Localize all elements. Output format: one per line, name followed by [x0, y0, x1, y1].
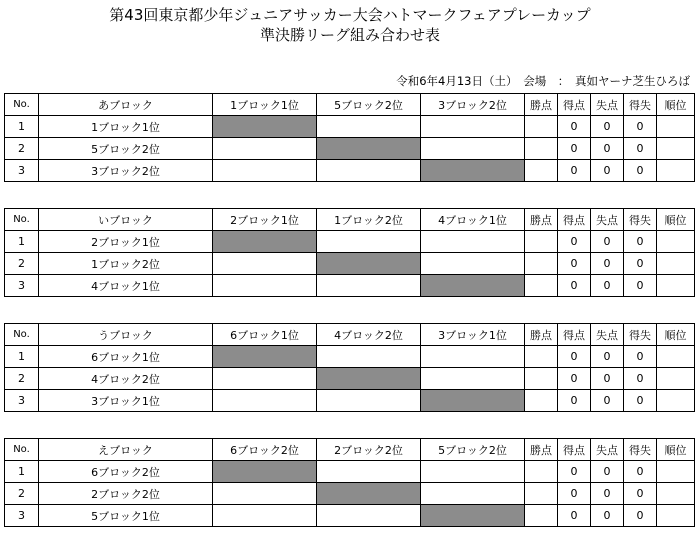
team-name: 1ブロック1位	[39, 116, 213, 138]
result-cell	[213, 275, 317, 297]
row-no: 2	[5, 253, 39, 275]
header-opponent: 5ブロック2位	[317, 94, 421, 116]
row-no: 1	[5, 116, 39, 138]
result-cell	[213, 505, 317, 527]
goals-for-cell: 0	[558, 116, 591, 138]
result-cell	[213, 160, 317, 182]
goals-against-cell: 0	[591, 160, 624, 182]
header-opponent: 4ブロック2位	[317, 324, 421, 346]
goals-for-cell: 0	[558, 160, 591, 182]
table-row	[5, 368, 695, 390]
self-match-cell	[213, 231, 317, 253]
row-no: 2	[5, 483, 39, 505]
header-goals-against: 失点	[591, 94, 624, 116]
rank-cell	[657, 390, 695, 412]
header-points: 勝点	[525, 94, 558, 116]
team-name: 2ブロック1位	[39, 231, 213, 253]
result-cell	[213, 138, 317, 160]
goal-diff-cell: 0	[624, 160, 657, 182]
goals-against-cell: 0	[591, 390, 624, 412]
header-rank: 順位	[657, 94, 695, 116]
table-header-row	[5, 209, 695, 231]
self-match-cell	[213, 461, 317, 483]
points-cell	[525, 231, 558, 253]
team-name: 4ブロック1位	[39, 275, 213, 297]
team-name: 6ブロック2位	[39, 461, 213, 483]
date-venue-info: 令和6年4月13日（土） 会場 ： 真如ヤーナ芝生ひろば	[396, 74, 690, 88]
header-opponent: 2ブロック1位	[213, 209, 317, 231]
result-cell	[317, 275, 421, 297]
row-no: 3	[5, 160, 39, 182]
group-name: えブロック	[39, 439, 213, 461]
header-opponent: 1ブロック1位	[213, 94, 317, 116]
team-name: 3ブロック2位	[39, 160, 213, 182]
result-cell	[317, 116, 421, 138]
rank-cell	[657, 346, 695, 368]
goals-against-cell: 0	[591, 505, 624, 527]
goal-diff-cell: 0	[624, 138, 657, 160]
rank-cell	[657, 483, 695, 505]
result-cell	[421, 346, 525, 368]
header-rank: 順位	[657, 324, 695, 346]
goals-for-cell: 0	[558, 231, 591, 253]
goals-against-cell: 0	[591, 346, 624, 368]
goal-diff-cell: 0	[624, 505, 657, 527]
goals-against-cell: 0	[591, 275, 624, 297]
group-table	[4, 323, 695, 412]
self-match-cell	[317, 483, 421, 505]
header-opponent: 3ブロック1位	[421, 324, 525, 346]
header-goals-for: 得点	[558, 209, 591, 231]
goals-against-cell: 0	[591, 461, 624, 483]
goals-for-cell: 0	[558, 275, 591, 297]
result-cell	[213, 483, 317, 505]
rank-cell	[657, 160, 695, 182]
result-cell	[421, 368, 525, 390]
header-no: No.	[5, 209, 39, 231]
points-cell	[525, 368, 558, 390]
self-match-cell	[421, 390, 525, 412]
goal-diff-cell: 0	[624, 461, 657, 483]
header-rank: 順位	[657, 209, 695, 231]
table-header-row	[5, 324, 695, 346]
goal-diff-cell: 0	[624, 483, 657, 505]
goal-diff-cell: 0	[624, 390, 657, 412]
group-name: あブロック	[39, 94, 213, 116]
header-goals-against: 失点	[591, 209, 624, 231]
table-row	[5, 231, 695, 253]
result-cell	[317, 231, 421, 253]
header-opponent: 6ブロック2位	[213, 439, 317, 461]
header-goal-diff: 得失	[624, 94, 657, 116]
row-no: 1	[5, 231, 39, 253]
result-cell	[317, 505, 421, 527]
group-table	[4, 208, 695, 297]
header-goals-for: 得点	[558, 324, 591, 346]
self-match-cell	[317, 368, 421, 390]
result-cell	[421, 231, 525, 253]
header-goals-against: 失点	[591, 324, 624, 346]
table-row	[5, 346, 695, 368]
team-name: 1ブロック2位	[39, 253, 213, 275]
table-row	[5, 138, 695, 160]
group-table	[4, 93, 695, 182]
self-match-cell	[421, 160, 525, 182]
goals-against-cell: 0	[591, 231, 624, 253]
self-match-cell	[317, 138, 421, 160]
rank-cell	[657, 253, 695, 275]
goals-against-cell: 0	[591, 368, 624, 390]
table-header-row	[5, 439, 695, 461]
result-cell	[421, 138, 525, 160]
team-name: 5ブロック1位	[39, 505, 213, 527]
header-goal-diff: 得失	[624, 439, 657, 461]
points-cell	[525, 275, 558, 297]
group-name: うブロック	[39, 324, 213, 346]
self-match-cell	[421, 505, 525, 527]
header-rank: 順位	[657, 439, 695, 461]
page-title: 第43回東京都少年ジュニアサッカー大会ハトマークフェアプレーカップ	[109, 6, 591, 24]
rank-cell	[657, 461, 695, 483]
goal-diff-cell: 0	[624, 231, 657, 253]
rank-cell	[657, 505, 695, 527]
row-no: 2	[5, 138, 39, 160]
team-name: 5ブロック2位	[39, 138, 213, 160]
header-goals-for: 得点	[558, 94, 591, 116]
result-cell	[317, 461, 421, 483]
header-goals-against: 失点	[591, 439, 624, 461]
self-match-cell	[421, 275, 525, 297]
goals-against-cell: 0	[591, 483, 624, 505]
result-cell	[213, 390, 317, 412]
points-cell	[525, 390, 558, 412]
result-cell	[421, 253, 525, 275]
table-row	[5, 116, 695, 138]
row-no: 1	[5, 461, 39, 483]
header-no: No.	[5, 439, 39, 461]
goals-for-cell: 0	[558, 346, 591, 368]
group-name: いブロック	[39, 209, 213, 231]
goal-diff-cell: 0	[624, 253, 657, 275]
result-cell	[213, 368, 317, 390]
header-opponent: 6ブロック1位	[213, 324, 317, 346]
result-cell	[317, 160, 421, 182]
result-cell	[421, 116, 525, 138]
rank-cell	[657, 116, 695, 138]
points-cell	[525, 160, 558, 182]
row-no: 1	[5, 346, 39, 368]
goals-for-cell: 0	[558, 390, 591, 412]
points-cell	[525, 483, 558, 505]
rank-cell	[657, 138, 695, 160]
points-cell	[525, 346, 558, 368]
goals-for-cell: 0	[558, 368, 591, 390]
team-name: 6ブロック1位	[39, 346, 213, 368]
goals-for-cell: 0	[558, 253, 591, 275]
goals-against-cell: 0	[591, 138, 624, 160]
goal-diff-cell: 0	[624, 275, 657, 297]
header-no: No.	[5, 94, 39, 116]
header-points: 勝点	[525, 209, 558, 231]
points-cell	[525, 461, 558, 483]
points-cell	[525, 138, 558, 160]
header-opponent: 5ブロック2位	[421, 439, 525, 461]
goal-diff-cell: 0	[624, 116, 657, 138]
row-no: 3	[5, 275, 39, 297]
header-opponent: 4ブロック1位	[421, 209, 525, 231]
header-opponent: 3ブロック2位	[421, 94, 525, 116]
table-row	[5, 253, 695, 275]
row-no: 3	[5, 505, 39, 527]
goals-for-cell: 0	[558, 138, 591, 160]
rank-cell	[657, 368, 695, 390]
header-goal-diff: 得失	[624, 209, 657, 231]
points-cell	[525, 505, 558, 527]
result-cell	[421, 483, 525, 505]
result-cell	[317, 346, 421, 368]
rank-cell	[657, 231, 695, 253]
table-row	[5, 390, 695, 412]
table-row	[5, 160, 695, 182]
goals-for-cell: 0	[558, 461, 591, 483]
goals-for-cell: 0	[558, 483, 591, 505]
self-match-cell	[213, 116, 317, 138]
table-row	[5, 505, 695, 527]
self-match-cell	[317, 253, 421, 275]
header-opponent: 2ブロック2位	[317, 439, 421, 461]
row-no: 2	[5, 368, 39, 390]
result-cell	[317, 390, 421, 412]
goal-diff-cell: 0	[624, 346, 657, 368]
header-no: No.	[5, 324, 39, 346]
header-points: 勝点	[525, 324, 558, 346]
points-cell	[525, 253, 558, 275]
team-name: 2ブロック2位	[39, 483, 213, 505]
goal-diff-cell: 0	[624, 368, 657, 390]
table-row	[5, 461, 695, 483]
result-cell	[213, 253, 317, 275]
goals-against-cell: 0	[591, 116, 624, 138]
header-goals-for: 得点	[558, 439, 591, 461]
header-goal-diff: 得失	[624, 324, 657, 346]
team-name: 4ブロック2位	[39, 368, 213, 390]
goals-for-cell: 0	[558, 505, 591, 527]
page-subtitle: 準決勝リーグ組み合わせ表	[259, 26, 440, 44]
header-opponent: 1ブロック2位	[317, 209, 421, 231]
rank-cell	[657, 275, 695, 297]
header-points: 勝点	[525, 439, 558, 461]
table-header-row	[5, 94, 695, 116]
table-row	[5, 483, 695, 505]
result-cell	[421, 461, 525, 483]
table-row	[5, 275, 695, 297]
self-match-cell	[213, 346, 317, 368]
group-table	[4, 438, 695, 527]
goals-against-cell: 0	[591, 253, 624, 275]
points-cell	[525, 116, 558, 138]
row-no: 3	[5, 390, 39, 412]
team-name: 3ブロック1位	[39, 390, 213, 412]
